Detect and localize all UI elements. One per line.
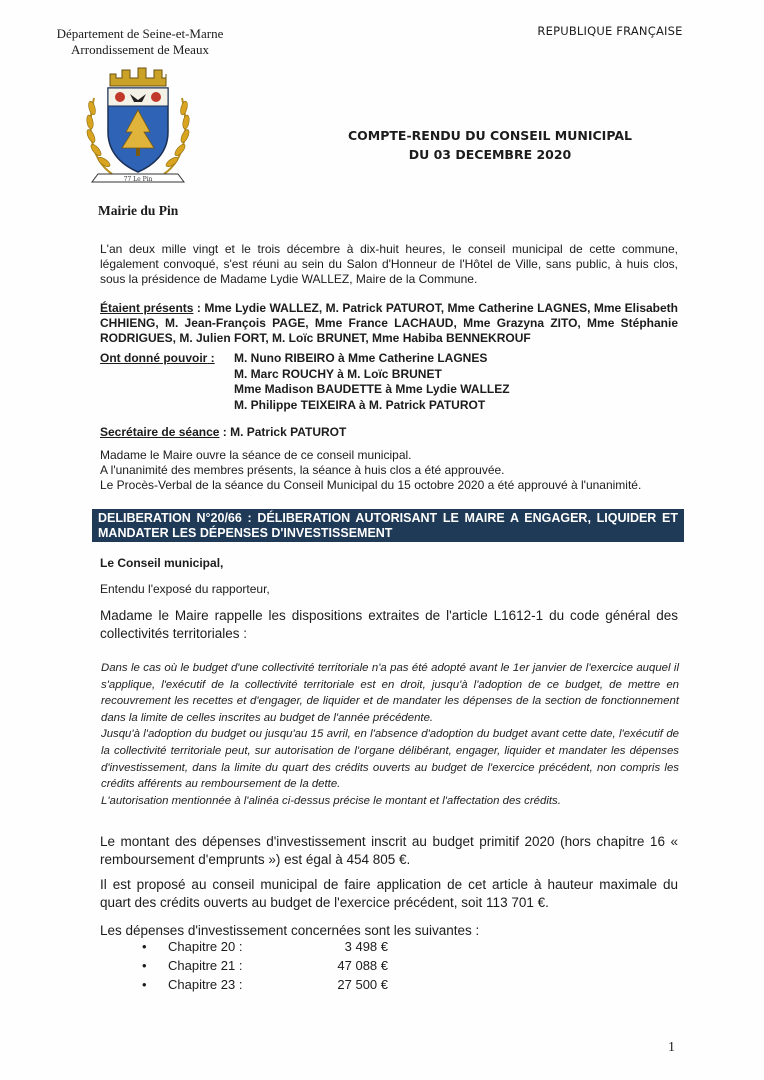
chapitre-amount: 3 498 €: [344, 939, 388, 954]
arrondissement-line: Arrondissement de Meaux: [71, 42, 209, 57]
pouvoir-list: [234, 351, 674, 413]
conseil-heading: Le Conseil municipal,: [100, 556, 224, 570]
document-title: [340, 126, 640, 164]
opening-line: A l'unanimité des membres présents, la séance à huis clos a été approuvée.: [100, 463, 505, 478]
rappel-paragraph: Madame le Maire rappelle les dispositions extraites de l'article L1612-1 du code général des collectivités territoriales :: [100, 608, 678, 641]
pouvoir-colon: :: [207, 351, 215, 365]
pouvoir-label: Ont donné pouvoir: [100, 351, 208, 365]
propose-paragraph: Il est proposé au conseil municipal de faire application de cet article à hauteur maximale du quart des crédits ouverts au budget de l'exercice précédent, soit 113 701 €.: [100, 877, 678, 910]
secretaire-name: : M. Patrick PATUROT: [219, 425, 347, 439]
coat-of-arms-logo: [78, 62, 198, 190]
pouvoir-item: M. Nuno RIBEIRO à Mme Catherine LAGNES: [234, 351, 488, 365]
chapitre-name: Chapitre 20 :: [168, 939, 243, 954]
bullet-icon: •: [142, 958, 147, 973]
pouvoir-item: M. Marc ROUCHY à M. Loïc BRUNET: [234, 366, 442, 381]
title-line-2: DU 03 DECEMBRE 2020: [408, 147, 572, 162]
opening-paragraph: [100, 448, 678, 494]
page-number: 1: [668, 1040, 675, 1055]
quote-paragraph: Jusqu'à l'adoption du budget ou jusqu'au 15 avril, en l'absence d'adoption du budget avant cette date, l'exécutif de la collectivité territoriale peut, sur autorisation de l'organe délibérant, engager, liquider et mandater les dépenses d'investissement, dans la limite du quart des crédits ouverts au budget de l'exercice précédent, non compris les crédits afférents au remboursement de la dette.: [101, 728, 679, 791]
chapitre-row: [140, 939, 400, 958]
chapitre-amount: 47 088 €: [337, 958, 388, 973]
chapitre-name: Chapitre 21 :: [168, 958, 243, 973]
montant-paragraph: Le montant des dépenses d'investissement inscrit au budget primitif 2020 (hors chapitre 16 « remboursement d'emprunts ») est égal à 454 805 €.: [100, 834, 678, 867]
department-line: Département de Seine-et-Marne: [56, 26, 224, 41]
presents-label: Étaient présents: [100, 301, 194, 315]
pouvoir-label-wrap: [100, 351, 215, 367]
chapitre-row: [140, 958, 400, 977]
quote-paragraph: L'autorisation mentionnée à l'alinéa ci-dessus précise le montant et l'affectation des crédits.: [101, 794, 561, 807]
legal-quote: [101, 660, 679, 809]
bullet-icon: •: [142, 977, 147, 992]
opening-line: Le Procès-Verbal de la séance du Conseil Municipal du 15 octobre 2020 a été approuvé à l'unanimité.: [100, 478, 642, 493]
mairie-label: Mairie du Pin: [98, 203, 179, 218]
chapitre-amount: 27 500 €: [337, 977, 388, 992]
title-line-1: COMPTE-RENDU DU CONSEIL MUNICIPAL: [348, 128, 632, 143]
entendu-line: Entendu l'exposé du rapporteur,: [100, 582, 270, 596]
intro-paragraph: L'an deux mille vingt et le trois décembre à dix-huit heures, le conseil municipal de cette commune, légalement convoqué, s'est réuni au sein du Salon d'Honneur de l'Hôtel de Ville, sans public, à huis clos, sous la présidence de Madame Lydie WALLEZ, Maire de la Commune.: [100, 242, 678, 287]
secretaire-paragraph: [100, 425, 678, 440]
quote-paragraph: Dans le cas où le budget d'une collectivité territoriale n'a pas été adopté avant le 1er janvier de l'exercice auquel il s'applique, l'exécutif de la collectivité territoriale est en droit, jusqu'à l'adoption de ce budget, de mettre en recouvrement les recettes et d'engager, de liquider et de mandater les dépenses de la section de fonctionnement dans la limite de celles inscrites au budget de l'année précédente.: [101, 662, 679, 724]
presents-paragraph: [100, 301, 678, 347]
republic-header: REPUBLIQUE FRANÇAISE: [537, 24, 683, 38]
chapitres-list: [140, 939, 400, 996]
department-header: [40, 26, 240, 58]
deliberation-banner: DELIBERATION N°20/66 : DÉLIBERATION AUTORISANT LE MAIRE A ENGAGER, LIQUIDER ET MANDATER LES DÉPENSES D'INVESTISSEMENT: [92, 509, 684, 542]
bullet-icon: •: [142, 939, 147, 954]
pouvoir-item: M. Philippe TEIXEIRA à M. Patrick PATUROT: [234, 397, 486, 412]
chapitre-row: [140, 977, 400, 996]
crest-motto: 77 Le Pin: [123, 176, 153, 183]
opening-line: Madame le Maire ouvre la séance de ce conseil municipal.: [100, 448, 412, 462]
secretaire-label: Secrétaire de séance: [100, 425, 220, 439]
presents-list: : Mme Lydie WALLEZ, M. Patrick PATUROT, Mme Catherine LAGNES, Mme Elisabeth CHHIENG, M. Jean-François PAGE, Mme France LACHAUD, Mme Grazyna ZITO, Mme Stéphanie RODRIGUES, M. Julien FORT, M. Loïc BRUNET, Mme Habiba BENNEKROUF: [100, 301, 678, 346]
chapitre-name: Chapitre 23 :: [168, 977, 243, 992]
pouvoir-item: Mme Madison BAUDETTE à Mme Lydie WALLEZ: [234, 382, 510, 396]
depenses-heading: Les dépenses d'investissement concernées sont les suivantes :: [100, 923, 480, 938]
